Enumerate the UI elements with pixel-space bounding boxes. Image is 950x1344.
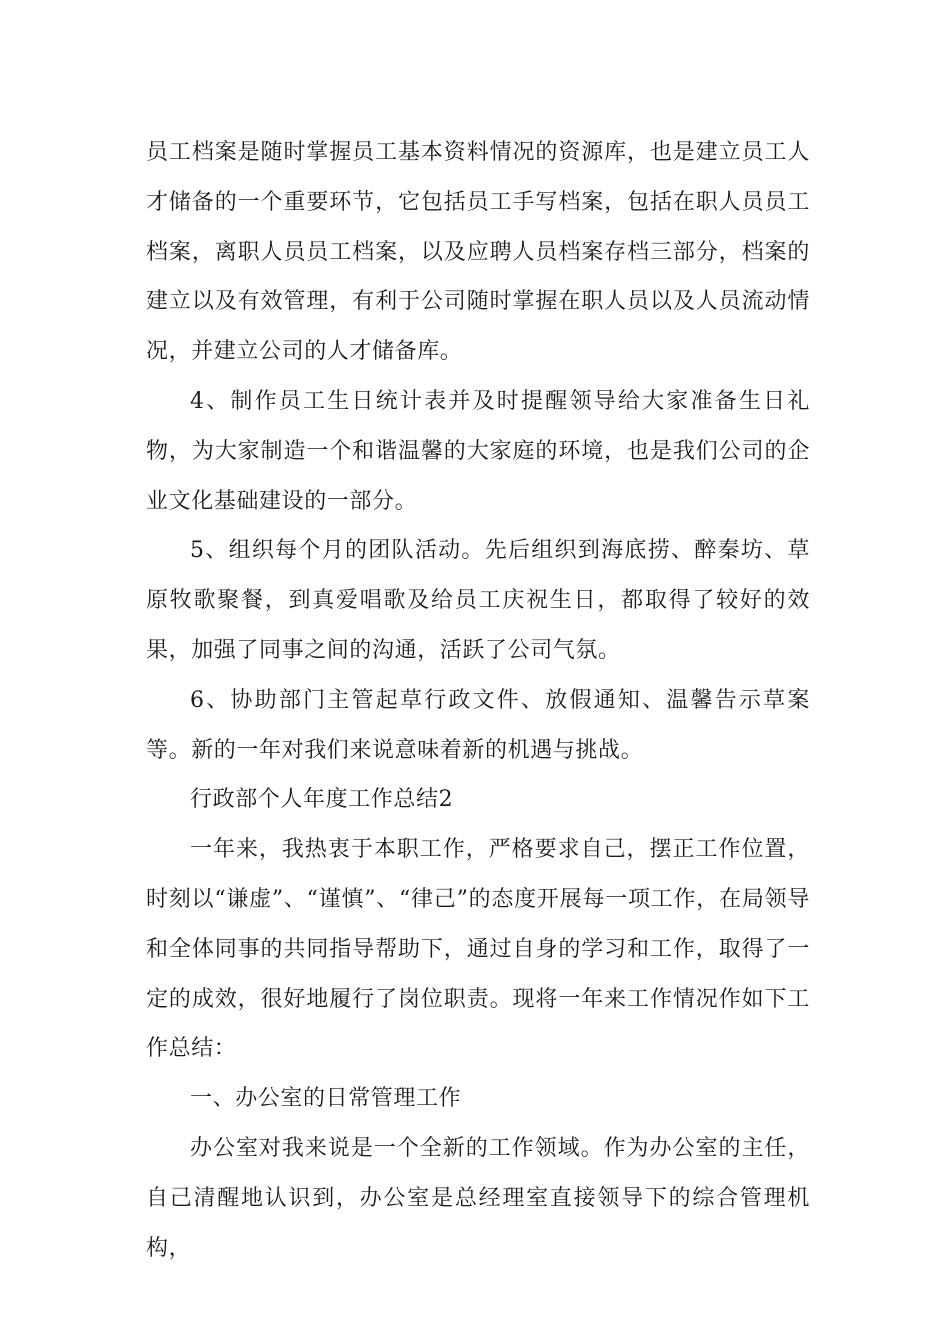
- section-title-summary-2: 行政部个人年度工作总结2: [190, 787, 454, 813]
- paragraph-item-5: 5、组织每个月的团队活动。先后组织到海底捞、醉秦坊、草原牧歌聚餐，到真爱唱歌及给员工庆祝生日，都取得了较好的效果，加强了同事之间的沟通，活跃了公司气氛。: [146, 538, 810, 663]
- paragraph-item-6: 6、协助部门主管起草行政文件、放假通知、温馨告示草案等。新的一年对我们来说意味着新的机遇与挑战。: [146, 687, 810, 763]
- paragraph-archives: 员工档案是随时掌握员工基本资料情况的资源库，也是建立员工人才储备的一个重要环节，它包括员工手写档案，包括在职人员员工档案，离职人员员工档案，以及应聘人员档案存档三部分，档案的建立以及有效管理，有利于公司随时掌握在职人员以及人员流动情况，并建立公司的人才储备库。: [146, 140, 810, 365]
- document-body: [146, 128, 810, 1273]
- paragraph-intro: 一年来，我热衷于本职工作，严格要求自己，摆正工作位置，时刻以“谦虚”、“谨慎”、“律己”的态度开展每一项工作，在局领导和全体同事的共同指导帮助下，通过自身的学习和工作，取得了一定的成效，很好地履行了岗位职责。现将一年来工作情况作如下工作总结：: [146, 837, 810, 1062]
- paragraph-item-4: 4、制作员工生日统计表并及时提醒领导给大家准备生日礼物，为大家制造一个和谐温馨的大家庭的环境，也是我们公司的企业文化基础建设的一部分。: [146, 388, 810, 514]
- paragraph-office: 办公室对我来说是一个全新的工作领域。作为办公室的主任，自己清醒地认识到，办公室是总经理室直接领导下的综合管理机构，: [146, 1135, 810, 1261]
- section-heading-office-management: 一、办公室的日常管理工作: [190, 1086, 462, 1112]
